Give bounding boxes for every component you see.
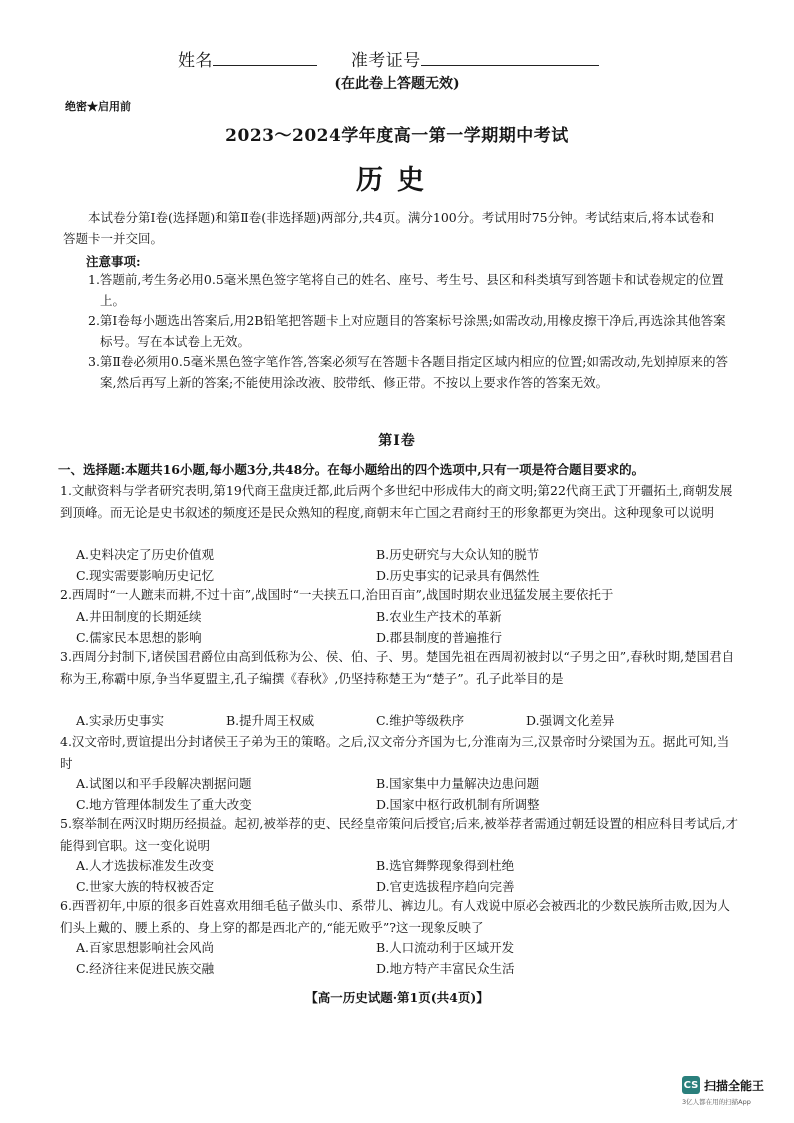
option: B.选官舞弊现象得到杜绝 [376,858,515,873]
id-blank [421,51,599,66]
option: A.井田制度的长期延续 [76,609,202,624]
option: C.经济往来促进民族交融 [76,961,215,976]
option: B.国家集中力量解决边患问题 [376,776,540,791]
option: A.试图以和平手段解决割据问题 [76,776,252,791]
option: D.国家中枢行政机制有所调整 [376,797,540,812]
question-1-options [76,544,716,586]
question-5-stem: 5.察举制在两汉时期历经损益。起初,被举荐的吏、民经皇帝策问后授官;后来,被举荐者需通过朝廷设置的相应科目考试后,才能得到官职。这一变化说明 [60,816,739,853]
option: C.儒家民本思想的影响 [76,630,202,645]
question-2-stem: 2.西周时“一人蹠耒而耕,不过十亩”,战国时“一夫挟五口,治田百亩”,战国时期农业迅猛发展主要依托于 [60,587,614,602]
section-heading: 一、选择题:本题共16小题,每小题3分,共48分。在每小题给出的四个选项中,只有一项是符合题目要求的。 [58,462,645,477]
question-3-stem: 3.西周分封制下,诸侯国君爵位由高到低称为公、侯、伯、子、男。楚国先祖在西周初被封以“子男之田”,春秋时期,楚国君自称为王,称霸中原,争当华夏盟主,孔子编撰《春秋》,仍坚持称楚王为“楚子”。孔子此举目的是 [60,649,735,686]
question-4-options [76,773,716,815]
question-1-stem: 1.文献资料与学者研究表明,第19代商王盘庚迁都,此后两个多世纪中形成伟大的商文明;第22代商王武丁开疆拓土,商朝发展到顶峰。而无论是史书叙述的频度还是民众熟知的程度,商朝末年亡国之君商纣王的形象都更为突出。这种现象可以说明 [60,483,733,520]
notice-item: 2.第Ⅰ卷每小题选出答案后,用2B铅笔把答题卡上对应题目的答案标号涂黑;如需改动,用橡皮擦干净后,再选涂其他答案标号。写在本试卷上无效。 [88,313,726,349]
option: B.农业生产技术的革新 [376,609,502,624]
question-3-options [76,710,716,731]
candidate-info-line [178,46,599,71]
option: B.提升周王权威 [226,713,315,728]
subject-title: 历史 [356,165,438,196]
name-blank [213,51,317,66]
question-4-stem: 4.汉文帝时,贾谊提出分封诸侯王子弟为王的策略。之后,汉文帝分齐国为七,分淮南为三,汉景帝时分梁国为五。据此可知,当时 [60,734,730,771]
intro-paragraph: 本试卷分第Ⅰ卷(选择题)和第Ⅱ卷(非选择题)两部分,共4页。满分100分。考试用时75分钟。考试结束后,将本试卷和答题卡一并交回。 [63,210,715,246]
option: C.地方管理体制发生了重大改变 [76,797,252,812]
volume-title: 第Ⅰ卷 [378,433,416,449]
option: D.官吏选拔程序趋向完善 [376,879,515,894]
option: A.实录历史事实 [76,713,165,728]
invalid-note: (在此卷上答题无效) [334,76,460,92]
question-6-options [76,937,716,979]
notice-item: 3.第Ⅱ卷必须用0.5毫米黑色签字笔作答,答案必须写在答题卡各题目指定区域内相应的位置;如需改动,先划掉原来的答案,然后再写上新的答案;不能使用涂改液、胶带纸、修正带。不按以上要求作答的答案无效。 [88,354,728,390]
exam-title: 2023～2024学年度高一第一学期期中考试 [225,126,569,146]
option: D.郡县制度的普遍推行 [376,630,503,645]
option: C.世家大族的特权被否定 [76,879,215,894]
option: B.历史研究与大众认知的脱节 [376,547,540,562]
scanner-name: 扫描全能王 [704,1078,765,1093]
question-6-stem: 6.西晋初年,中原的很多百姓喜欢用细毛毡子做头巾、系带儿、裤边儿。有人戏说中原必会被西北的少数民族所击败,因为人们头上戴的、腰上系的、身上穿的都是西北产的,“能无败乎”?这一现象反映了 [60,898,730,935]
page-footer: 【高一历史试题·第1页(共4页)】 [305,990,489,1005]
camscanner-icon: CS [682,1076,700,1094]
option: D.历史事实的记录具有偶然性 [376,568,540,583]
scanner-watermark [682,1076,792,1106]
option: C.维护等级秩序 [376,713,465,728]
option: A.百家思想影响社会风尚 [76,940,215,955]
question-5-options [76,855,716,897]
option: D.强调文化差异 [526,713,615,728]
notice-title: 注意事项: [86,254,141,269]
name-label: 姓名 [178,51,213,71]
scanner-tagline: 3亿人都在用的扫描App [682,1098,751,1106]
option: C.现实需要影响历史记忆 [76,568,215,583]
option: A.史料决定了历史价值观 [76,547,215,562]
option: D.地方特产丰富民众生活 [376,961,515,976]
notice-item: 1.答题前,考生务必用0.5毫米黑色签字笔将自己的姓名、座号、考生号、县区和科类填写到答题卡和试卷规定的位置上。 [88,272,724,308]
id-label: 准考证号 [350,51,421,71]
option: A.人才选拔标准发生改变 [76,858,215,873]
secret-label: 绝密★启用前 [65,100,131,113]
option: B.人口流动利于区域开发 [376,940,515,955]
question-2-options [76,606,716,648]
